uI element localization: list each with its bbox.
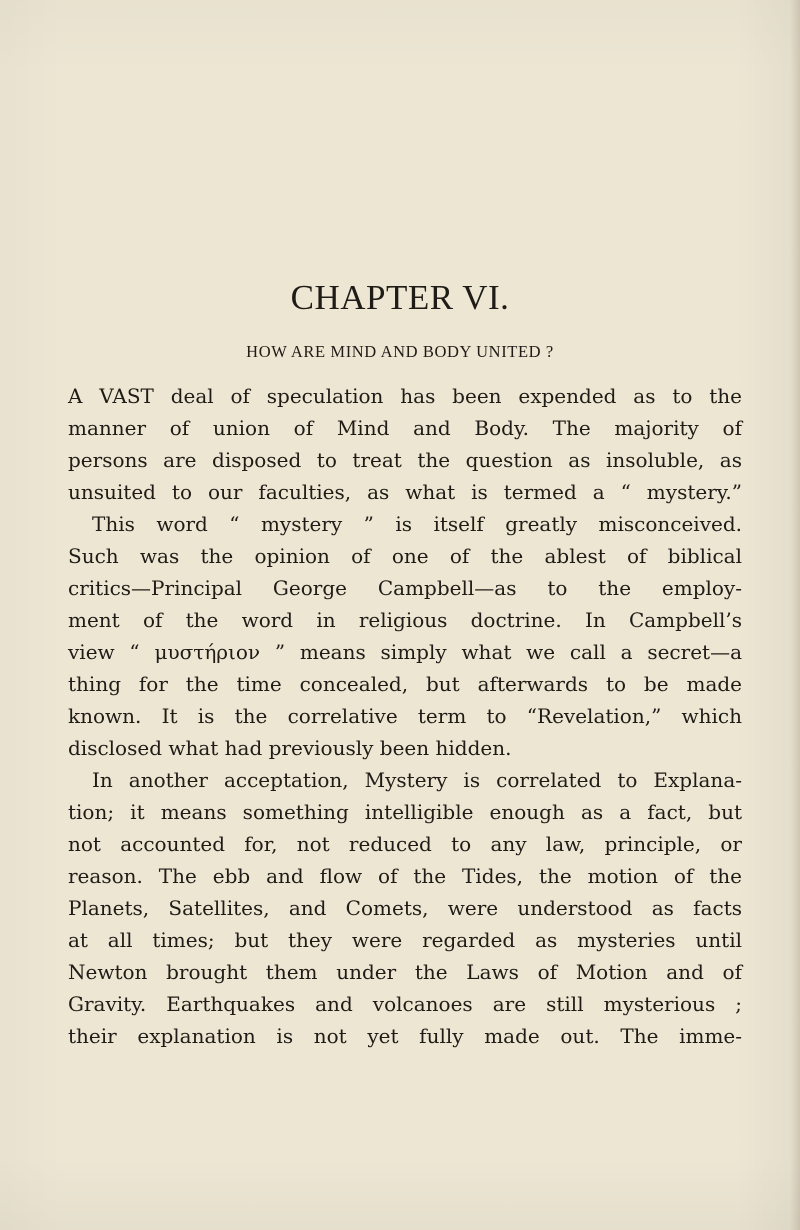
- page-edge-shadow: [790, 0, 800, 1230]
- text-line: known. It is the correlative term to “Revelation,” which: [68, 704, 742, 728]
- text-line: Newton brought them under the Laws of Motion and of: [68, 960, 742, 984]
- text-line: critics—Principal George Campbell—as to the employ-: [68, 576, 742, 600]
- text-line: unsuited to our faculties, as what is termed a “ mystery.”: [68, 480, 742, 504]
- text-line: tion; it means something intelligible enough as a fact, but: [68, 800, 742, 824]
- chapter-subtitle: HOW ARE MIND AND BODY UNITED ?: [246, 342, 554, 361]
- text-line: their explanation is not yet fully made out. The imme-: [68, 1024, 742, 1048]
- text-line: manner of union of Mind and Body. The majority of: [68, 416, 742, 440]
- text-line: disclosed what had previously been hidden.: [68, 736, 512, 760]
- text-line: This word “ mystery ” is itself greatly misconceived.: [92, 512, 742, 536]
- text-line: In another acceptation, Mystery is correlated to Explana-: [92, 768, 742, 792]
- text-line: not accounted for, not reduced to any law, principle, or: [68, 832, 742, 856]
- chapter-title: CHAPTER VI.: [290, 278, 510, 317]
- text-line: thing for the time concealed, but afterwards to be made: [68, 672, 742, 696]
- text-line: persons are disposed to treat the question as insoluble, as: [68, 448, 742, 472]
- text-line: reason. The ebb and flow of the Tides, the motion of the: [68, 864, 742, 888]
- text-line: Planets, Satellites, and Comets, were understood as facts: [68, 896, 742, 920]
- text-line: A VAST deal of speculation has been expended as to the: [68, 384, 742, 408]
- body-text: [68, 380, 742, 1052]
- text-line: Such was the opinion of one of the ablest of biblical: [68, 544, 742, 568]
- text-line: at all times; but they were regarded as mysteries until: [68, 928, 742, 952]
- text-line: Gravity. Earthquakes and volcanoes are still mysterious ;: [68, 992, 742, 1016]
- text-line: view “ μυστήριον ” means simply what we call a secret—a: [68, 640, 742, 664]
- text-line: ment of the word in religious doctrine. In Campbell’s: [68, 608, 742, 632]
